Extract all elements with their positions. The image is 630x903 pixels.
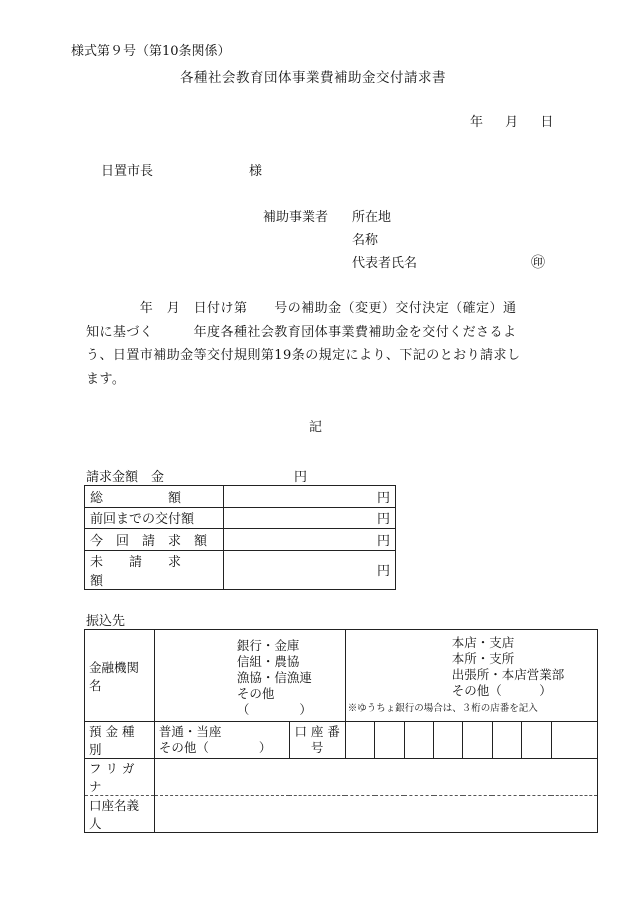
account-digit-cell[interactable] [434,722,463,759]
bank-type-option: 銀行・金庫 [236,637,300,653]
applicant-fields [352,206,417,275]
branch-type-option: その他（ ） [451,683,552,698]
furigana-field[interactable] [154,759,597,796]
claim-row-value[interactable]: 円 [224,529,396,551]
date-day: 日 [540,115,554,130]
claim-row-value[interactable]: 円 [224,486,396,508]
addressee-honorific: 様 [249,164,263,179]
date-month: 月 [505,115,519,130]
bank-type-option: その他（ ） [236,685,312,717]
name-label: 名称 [352,233,379,248]
ki-heading: 記 [309,420,323,435]
body-line-2: 知に基づく 年度各種社会教育団体事業費補助金を交付くださるよ [86,324,517,340]
branch-type-option: 本所・支所 [451,651,515,666]
bank-type-option: 漁協・信漁連 [236,669,312,685]
deposit-type-options[interactable] [154,722,289,759]
claim-row-current [85,529,396,551]
representative-label: 代表者氏名 [352,256,418,271]
form-number: 様式第９号（第10条関係） [71,44,231,59]
account-number-label [289,722,345,759]
claim-amount-label: 請求金額 金 [86,470,165,485]
claim-row-label: 未 請 求 額 [85,550,224,589]
transfer-table [84,629,598,833]
claim-row-label: 前回までの交付額 [85,507,224,529]
account-holder-row [85,796,598,833]
branch-type-option: 出張所・本店営業部 [451,667,565,682]
account-number-label-1: 口 座 番 [294,724,340,739]
account-number-label-2: 号 [310,740,324,755]
deposit-row [85,722,598,759]
account-digit-cell[interactable] [375,722,404,759]
account-holder-field[interactable] [154,796,597,833]
account-digit-cell[interactable] [463,722,492,759]
claim-amount-yen: 円 [294,470,308,485]
account-digit-cell[interactable] [551,722,597,759]
institution-row [85,630,598,722]
bank-type-options[interactable] [154,630,345,722]
body-line-4: ます。 [86,371,126,387]
yucho-note: ※ゆうちょ銀行の場合は、３桁の店番を記入 [347,703,538,714]
request-body [86,297,564,391]
claim-row-unclaimed [85,550,396,589]
body-line-1: 年 月 日付け第 号の補助金（変更）交付決定（確定）通 [86,301,517,316]
address-label: 所在地 [352,210,392,225]
account-digit-cell[interactable] [404,722,433,759]
date-line [470,111,553,130]
claim-amount-line [86,466,308,485]
deposit-type-option: その他（ ） [158,740,272,755]
claim-row-label: 総 額 [85,486,224,508]
institution-label: 金融機関名 [85,630,155,722]
seal-mark: ㊞ [531,255,545,271]
claim-row-previous [85,507,396,529]
furigana-label: フ リ ガ ナ [85,759,155,796]
account-digit-cell[interactable] [522,722,551,759]
branch-type-options[interactable] [345,630,597,722]
claim-row-value[interactable]: 円 [224,507,396,529]
document-title: 各種社会教育団体事業費補助金交付請求書 [180,70,446,86]
claim-table [84,485,396,590]
furigana-row [85,759,598,796]
applicant-label: 補助事業者 [263,210,329,225]
transfer-heading: 振込先 [86,614,126,629]
branch-type-option: 本店・支店 [451,635,515,650]
claim-row-value[interactable]: 円 [224,550,396,589]
account-digit-cell[interactable] [492,722,521,759]
deposit-type-label: 預 金 種 別 [85,722,155,759]
deposit-type-option: 普通・当座 [158,724,222,739]
claim-row-label: 今 回 請 求 額 [85,529,224,551]
account-digit-cell[interactable] [345,722,374,759]
date-year: 年 [470,115,484,130]
bank-type-option: 信組・農協 [236,653,300,669]
body-line-3: う、日置市補助金等交付規則第19条の規定により、下記のとおり請求し [86,348,521,363]
account-holder-label: 口座名義人 [85,796,155,833]
claim-row-total [85,486,396,508]
addressee-name: 日置市長 [101,164,154,179]
